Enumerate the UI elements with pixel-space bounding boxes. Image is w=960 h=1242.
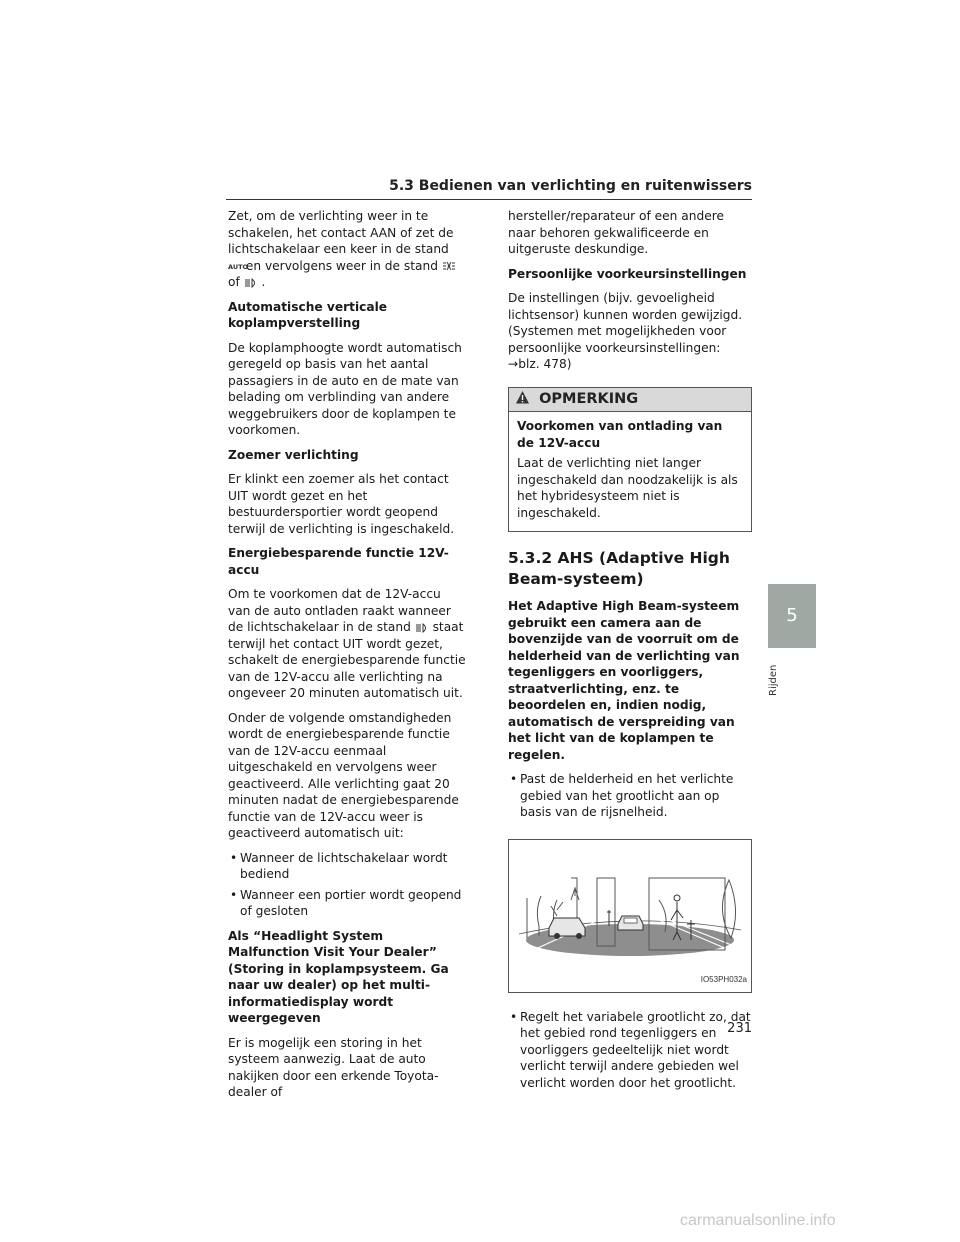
text-fragment: Om te voorkomen dat de 12V-accu van de auto ontladen raakt wanneer de lichtschakelaar in de stand [228, 587, 451, 634]
paragraph-continued: hersteller/reparateur of een andere naar behoren gekwalificeerde en uitgeruste deskundige. [508, 209, 724, 256]
svg-text:AUTO: AUTO [228, 263, 249, 271]
paragraph-malfunction: Er is mogelijk een storing in het systeem aanwezig. Laat de auto nakijken door een erkende Toyota-dealer of [228, 1035, 439, 1099]
heading-battery-saver: Energiebesparende functie 12V-accu [228, 546, 449, 577]
notice-body [509, 412, 751, 531]
text-fragment: en vervolgens weer in de stand [245, 258, 438, 273]
auto-switch-icon [228, 261, 249, 271]
paragraph-auto-leveling: De koplamphoogte wordt automatisch geregeld op basis van het aantal passagiers in de auto en de mate van belading om verblinding van andere weggebruikers door de koplampen te voorkomen. [228, 340, 462, 437]
notice-title: OPMERKING [539, 390, 639, 407]
text-fragment: staat terwijl het contact UIT wordt gezet, schakelt de energiebesparende functie van de 12V-accu alle verlichting na ongeveer 20 minuten automatisch uit. [228, 620, 466, 700]
conditions-list [228, 850, 466, 920]
headlights-icon [244, 278, 258, 288]
notice-subtitle: Voorkomen van ontlading van de 12V-accu [517, 419, 723, 450]
text-fragment: of [228, 275, 240, 289]
notice-header [509, 388, 751, 413]
watermark: carmanualsonline.info [680, 1212, 836, 1229]
left-column [228, 208, 466, 1109]
heading-malfunction-message: Als “Headlight System Malfunction Visit Your Dealer” (Storing in koplampsysteem. Ga naar uw dealer) op het multi-informatiedisplay wordt weergegeven [228, 928, 449, 1025]
list-item: • Wanneer een portier wordt geopend of gesloten [228, 887, 466, 920]
list-item: • Wanneer de lichtschakelaar wordt bediend [228, 850, 466, 883]
ahs-illustration [508, 839, 752, 993]
header-rule [226, 199, 752, 200]
notice-box [508, 387, 752, 533]
page-number: 231 [727, 1021, 752, 1036]
text-fragment: Zet, om de verlichting weer in te schakelen, het contact AAN of zet de lichtschakelaar een keer in de stand [228, 209, 454, 256]
paragraph-personal-settings: De instellingen (bijv. gevoeligheid lichtsensor) kunnen worden gewijzigd. (Systemen met mogelijkheden voor persoonlijke voorkeursinstellingen: →blz. 478) [508, 291, 743, 371]
chapter-tab-label: Rijden [768, 664, 779, 696]
ahs-list-1 [508, 771, 752, 821]
headlights-icon [415, 623, 429, 633]
paragraph-restore-lights [228, 208, 466, 291]
text-fragment: . [261, 275, 266, 289]
chapter-tab-number: 5 [768, 584, 816, 648]
chapter-header: 5.3 Bedienen van verlichting en ruitenwissers [389, 178, 752, 194]
list-item: • Past de helderheid en het verlichte gebied van het grootlicht aan op basis van de rijsnelheid. [508, 771, 752, 821]
heading-personal-settings: Persoonlijke voorkeursinstellingen [508, 266, 747, 281]
heading-buzzer: Zoemer verlichting [228, 447, 359, 462]
list-item: • Regelt het variabele grootlicht zo, dat het gebied rond tegenliggers en voorliggers gedeeltelijk niet wordt verlicht terwijl andere gebieden wel verlicht worden door het grootlicht. [508, 1009, 752, 1092]
road-scene-drawing [509, 840, 751, 992]
parking-lights-icon [442, 261, 456, 271]
paragraph-battery-saver [228, 586, 466, 702]
section-heading-ahs: 5.3.2 AHS (Adaptive High Beam-systeem) [508, 549, 730, 588]
notice-text: Laat de verlichting niet langer ingeschakeld dan noodzakelijk is als het hybridesysteem niet is ingeschakeld. [517, 456, 738, 520]
paragraph-conditions: Onder de volgende omstandigheden wordt de energiebesparende functie van de 12V-accu eenmaal uitgeschakeld en vervolgens weer geactiveerd. Alle verlichting gaat 20 minuten nadat de energiebesparende functie van de 12V-accu weer is geactiveerd automatisch uit: [228, 710, 459, 840]
warning-icon [515, 390, 530, 410]
paragraph-ahs-intro: Het Adaptive High Beam-systeem gebruikt een camera aan de bovenzijde van de voorruit om de helderheid van de verlichting van tegenliggers en voorliggers, straatverlichting, enz. te beoordelen en, indien nodig, automatisch de verspreiding van het licht van de koplampen te regelen. [508, 599, 740, 762]
figure-code: IO53PH032a [700, 975, 747, 984]
heading-auto-leveling: Automatische verticale koplampverstelling [228, 299, 388, 330]
paragraph-buzzer: Er klinkt een zoemer als het contact UIT wordt gezet en het bestuurdersportier wordt geopend terwijl de verlichting is ingeschakeld. [228, 472, 455, 536]
right-column [508, 208, 752, 1099]
